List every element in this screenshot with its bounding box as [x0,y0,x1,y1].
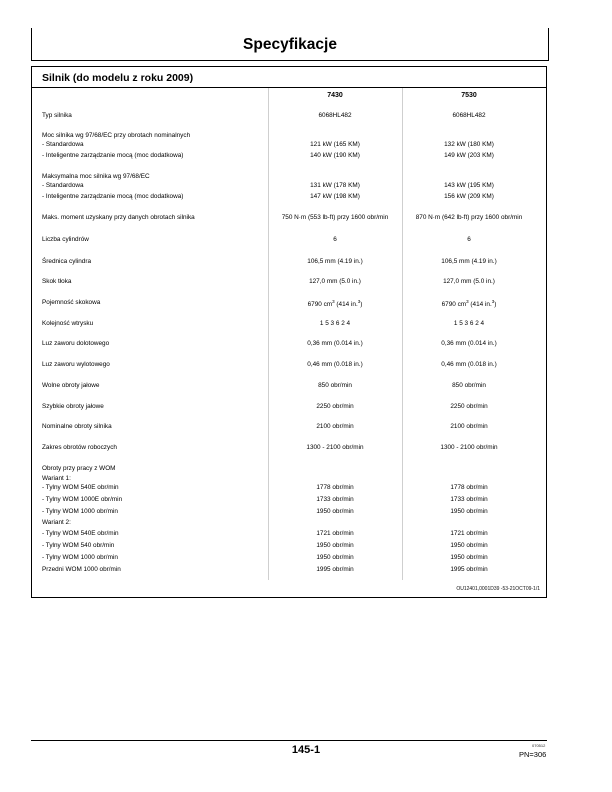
cell-skok-7530: 127,0 mm (5.0 in.) [443,278,495,285]
cell-typ-7530: 6068HL482 [452,112,486,119]
cell-w1-1000-7530: 1950 obr/min [450,508,488,515]
section-title: Silnik (do modelu z roku 2009) [42,72,194,84]
row-label-w2-540e: - Tylny WOM 540E obr/min [42,530,119,537]
row-label-wolne: Wolne obroty jałowe [42,382,100,389]
row-label-kolejnosc: Kolejność wtrysku [42,320,94,327]
row-label-w1-1000e: - Tylny WOM 1000E obr/min [42,496,123,503]
row-label-max-head: Maksymalna moc silnika wg 97/68/EC [42,173,150,180]
cell-w1-1000e-7530: 1733 obr/min [450,496,488,503]
cell-cylindry-7430: 6 [333,236,337,243]
cell-srednica-7530: 106,5 mm (4.19 in.) [441,258,497,265]
reference-code: OU12401,0001D39 -53-21OCT09-1/1 [456,586,540,592]
cell-w2-540e-7430: 1721 obr/min [316,530,354,537]
row-label-max-std: - Standardowa [42,182,84,189]
row-label-wariant-1: Wariant 1: [42,475,71,482]
row-label-typ: Typ silnika [42,112,72,119]
cell-w2-540e-7530: 1721 obr/min [450,530,488,537]
cell-kolejnosc-7430: 1 5 3 6 2 4 [319,320,351,327]
footer-code: 070512 [532,743,546,748]
cell-moc-int-7530: 149 kW (203 KM) [444,152,494,159]
row-label-w2-540: - Tylny WOM 540 obr/min [42,542,115,549]
section-divider [31,87,547,88]
column-header-7430: 7430 [327,92,343,99]
cell-w1-540e-7530: 1778 obr/min [450,484,488,491]
footer-divider [31,740,547,741]
cell-max-std-7530: 143 kW (195 KM) [444,182,494,189]
cell-przedni-7530: 1995 obr/min [450,566,488,573]
cell-w2-540-7530: 1950 obr/min [450,542,488,549]
row-label-wom-head: Obroty przy pracy z WOM [42,465,116,472]
cell-luz-wyl-7530: 0,46 mm (0.018 in.) [441,361,497,368]
cell-w1-1000e-7430: 1733 obr/min [316,496,354,503]
row-label-pojemnosc: Pojemność skokowa [42,299,101,306]
cell-skok-7430: 127,0 mm (5.0 in.) [309,278,361,285]
cell-szybkie-7530: 2250 obr/min [450,403,488,410]
row-label-skok: Skok tłoka [42,278,72,285]
column-header-7530: 7530 [461,92,477,99]
cell-moment-7530: 870 N·m (642 lb-ft) przy 1600 obr/min [415,214,523,221]
cell-przedni-7430: 1995 obr/min [316,566,354,573]
row-label-cylindry: Liczba cylindrów [42,236,89,243]
page-title: Specyfikacje [243,36,337,53]
cell-max-int-7530: 156 kW (209 KM) [444,193,494,200]
row-label-w1-540e: - Tylny WOM 540E obr/min [42,484,119,491]
cell-wolne-7530: 850 obr/min [452,382,486,389]
row-label-wariant-2: Wariant 2: [42,519,71,526]
row-label-szybkie: Szybkie obroty jałowe [42,403,104,410]
cell-nominalne-7530: 2100 obr/min [450,423,488,430]
cell-srednica-7430: 106,5 mm (4.19 in.) [307,258,363,265]
cell-w1-1000-7430: 1950 obr/min [316,508,354,515]
cell-moment-7430: 750 N·m (553 lb-ft) przy 1600 obr/min [281,214,389,221]
row-label-moc-head: Moc silnika wg 97/68/EC przy obrotach nominalnych [42,132,191,139]
cell-luz-dol-7530: 0,36 mm (0.014 in.) [441,340,497,347]
row-label-luz-wyl: Luz zaworu wylotowego [42,361,110,368]
row-label-przedni: Przedni WOM 1000 obr/min [42,566,121,573]
cell-w2-540-7430: 1950 obr/min [316,542,354,549]
title-box [31,28,549,61]
row-label-srednica: Średnica cylindra [42,258,92,265]
row-label-moc-std: - Standardowa [42,141,84,148]
row-label-moc-int: - Inteligentne zarządzanie mocą (moc dodatkowa) [42,152,184,159]
row-label-luz-dol: Luz zaworu dolotowego [42,340,110,347]
cell-cylindry-7530: 6 [467,236,471,243]
page-number: 145-1 [291,744,321,756]
cell-w2-1000-7530: 1950 obr/min [450,554,488,561]
cell-typ-7430: 6068HL482 [318,112,352,119]
pn-number: PN=306 [519,750,547,759]
cell-szybkie-7430: 2250 obr/min [316,403,354,410]
cell-max-int-7430: 147 kW (198 KM) [310,193,360,200]
cell-moc-std-7530: 132 kW (180 KM) [444,141,494,148]
cell-kolejnosc-7530: 1 5 3 6 2 4 [453,320,485,327]
cell-moc-int-7430: 140 kW (190 KM) [310,152,360,159]
cell-moc-std-7430: 121 kW (165 KM) [310,141,360,148]
row-label-nominalne: Nominalne obroty silnika [42,423,112,430]
cell-zakres-7430: 1300 - 2100 obr/min [306,444,364,451]
cell-nominalne-7430: 2100 obr/min [316,423,354,430]
row-label-zakres: Zakres obrotów roboczych [42,444,117,451]
cell-w1-540e-7430: 1778 obr/min [316,484,354,491]
row-label-w1-1000: - Tylny WOM 1000 obr/min [42,508,118,515]
row-label-w2-1000: - Tylny WOM 1000 obr/min [42,554,118,561]
cell-luz-wyl-7430: 0,46 mm (0.018 in.) [307,361,363,368]
cell-pojemnosc-7530: 6790 $cm^3$ (414 in.$^3$) [441,299,497,309]
cell-pojemnosc-7430: 6790 $cm^3$ (414 in.$^3$) [307,299,363,309]
row-label-max-int: - Inteligentne zarządzanie mocą (moc dodatkowa) [42,193,184,200]
column-divider-1 [268,88,269,580]
cell-max-std-7430: 131 kW (178 KM) [310,182,360,189]
cell-zakres-7530: 1300 - 2100 obr/min [440,444,498,451]
cell-w2-1000-7430: 1950 obr/min [316,554,354,561]
cell-wolne-7430: 850 obr/min [318,382,352,389]
cell-luz-dol-7430: 0,36 mm (0.014 in.) [307,340,363,347]
row-label-moment: Maks. moment uzyskany przy danych obrotach silnika [42,214,195,221]
